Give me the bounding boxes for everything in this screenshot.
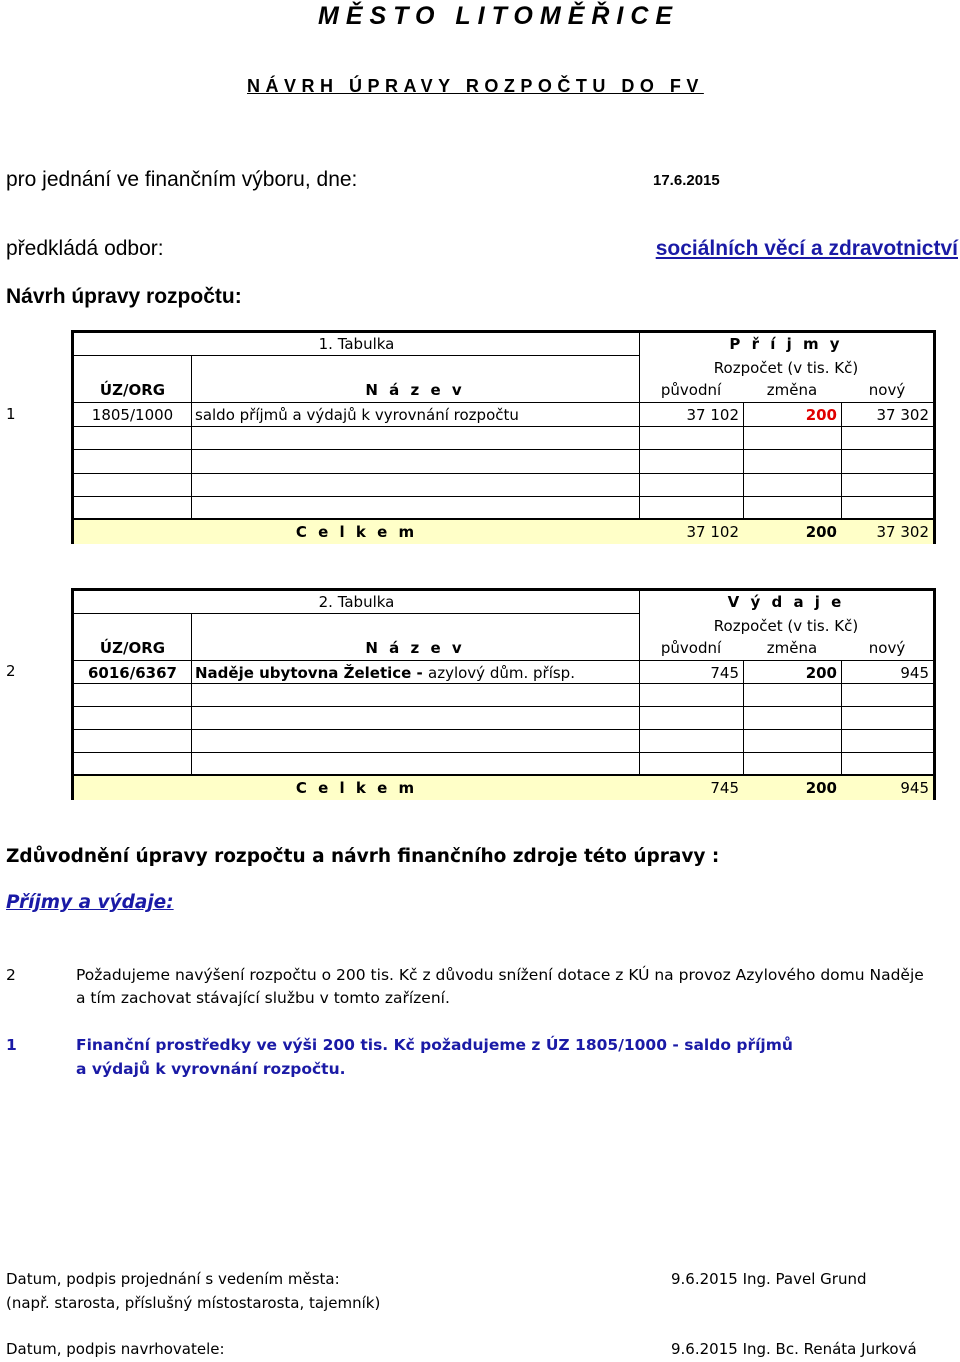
total-new: 945 [900,779,929,797]
total-original: 745 [710,779,739,797]
note-line: a výdajů k vyrovnání rozpočtu. [76,1060,346,1078]
management-signature-label: Datum, podpis projednání s vedením města: [6,1270,340,1288]
management-signature-value: 9.6.2015 Ing. Pavel Grund [671,1270,867,1288]
total-label: C e l k e m [295,779,418,797]
note-line: Požadujeme navýšení rozpočtu o 200 tis. Kč z důvodu snížení dotace z KÚ na provoz Azylového domu Naděje [76,966,924,984]
column-header-new: nový [868,381,906,399]
section-title: V ý d a j e [727,593,845,611]
justification-subtitle: Příjmy a výdaje: [6,892,174,913]
row-name-bold: Naděje ubytovna Želetice - [195,664,429,682]
row-original: 745 [710,664,739,682]
table-caption: 2. Tabulka [318,593,395,611]
row-name-rest: azylový dům. přísp. [428,664,575,682]
row-uz: 1805/1000 [91,406,174,424]
expenditure-table [71,588,936,800]
total-original: 37 102 [686,523,739,541]
total-change: 200 [805,779,837,797]
row-uz: 6016/6367 [88,664,177,682]
table-caption: 1. Tabulka [318,335,395,353]
column-header-new: nový [868,639,906,657]
row-change: 200 [805,406,837,424]
row-new: 37 302 [876,406,929,424]
city-title: MĚSTO LITOMĚŘICE [318,2,680,30]
budget-caption: Rozpočet (v tis. Kč) [713,617,859,635]
row-original: 37 102 [686,406,739,424]
column-header-uz: ÚZ/ORG [99,639,166,657]
proposal-label: Návrh úpravy rozpočtu: [6,285,242,308]
total-label: C e l k e m [295,523,418,541]
row-index: 1 [6,405,16,423]
author-signature-value: 9.6.2015 Ing. Bc. Renáta Jurková [671,1340,917,1358]
column-header-uz: ÚZ/ORG [99,381,166,399]
column-header-change: změna [766,639,818,657]
meeting-date: 17.6.2015 [653,172,720,189]
justification-title: Zdůvodnění úpravy rozpočtu a návrh finančního zdroje této úpravy : [6,846,720,867]
department-label: předkládá odbor: [6,237,164,260]
document-title: NÁVRH ÚPRAVY ROZPOČTU DO FV [247,76,704,96]
note-line: a tím zachovat stávající službu v tomto zařízení. [76,989,450,1007]
row-index: 2 [6,662,16,680]
total-row [74,520,933,544]
budget-caption: Rozpočet (v tis. Kč) [713,359,859,377]
section-title: P ř í j m y [729,335,843,353]
column-header-original: původní [660,381,722,399]
column-header-original: původní [660,639,722,657]
column-header-change: změna [766,381,818,399]
column-header-name: N á z e v [365,639,465,657]
note-index: 1 [6,1036,17,1054]
total-row [74,776,933,800]
department-value: sociálních věcí a zdravotnictví [655,237,958,260]
income-table [71,330,936,544]
note-index: 2 [6,966,16,984]
management-signature-note: (např. starosta, příslušný místostarosta, tajemník) [6,1294,381,1312]
row-name: saldo příjmů a výdajů k vyrovnání rozpočtu [195,406,519,424]
note-line: Finanční prostředky ve výši 200 tis. Kč požadujeme z ÚZ 1805/1000 - saldo příjmů [76,1036,793,1054]
total-change: 200 [805,523,837,541]
meeting-label: pro jednání ve finančním výboru, dne: [6,168,358,191]
column-header-name: N á z e v [365,381,465,399]
row-change: 200 [805,664,837,682]
row-name [195,662,639,684]
row-new: 945 [900,664,929,682]
author-signature-label: Datum, podpis navrhovatele: [6,1340,225,1358]
total-new: 37 302 [876,523,929,541]
